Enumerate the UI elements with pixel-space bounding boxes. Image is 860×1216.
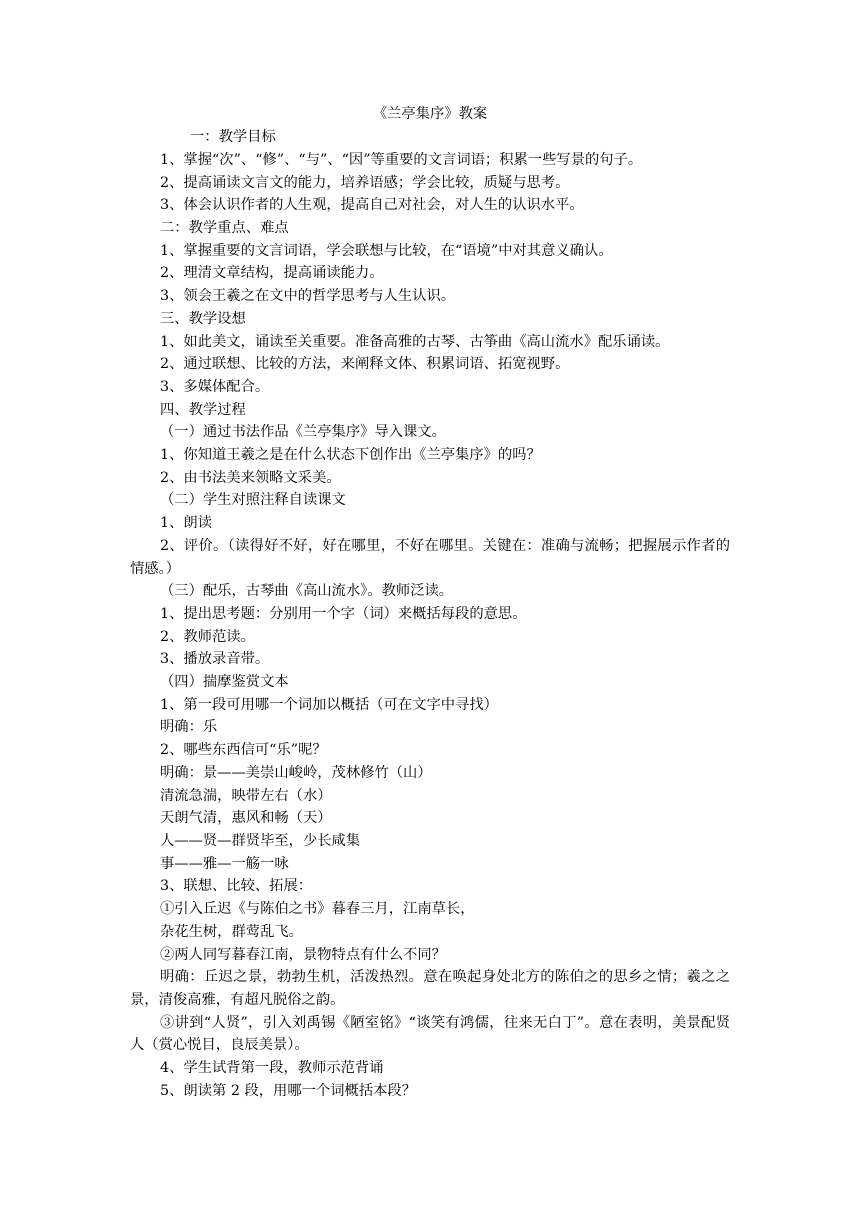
- text-line: 清流急湍，映带左右（水）: [160, 787, 332, 804]
- text-line: 杂花生树，群莺乱飞。: [160, 923, 303, 940]
- text-line: （二）学生对照注释自读课文: [160, 492, 346, 509]
- text-line: （四）揣摩鉴赏文本: [160, 674, 289, 691]
- text-line: 1、第一段可用哪一个词加以概括（可在文字中寻找）: [160, 696, 498, 713]
- text-line: 2、评价。（读得好不好，好在哪里，不好在哪里。关键在：准确与流畅；把握展示作者的情感。）: [130, 537, 730, 577]
- text-line: 3、播放录音带。: [160, 651, 270, 668]
- text-line: （一）通过书法作品《兰亭集序》导入课文。: [160, 424, 446, 441]
- text-line: 天朗气清，惠风和畅（天）: [160, 810, 332, 827]
- text-line: ①引入丘迟《与陈伯之书》暮春三月，江南草长，: [160, 901, 475, 918]
- text-line: 1、如此美文，诵读至关重要。准备高雅的古琴、古筝曲《高山流水》配乐诵读。: [160, 333, 670, 350]
- document-lines: [130, 126, 730, 1102]
- text-line: 5、朗读第 2 段，用哪一个词概括本段？: [160, 1082, 417, 1099]
- text-line: 1、提出思考题：分别用一个字（词）来概括每段的意思。: [160, 605, 527, 622]
- text-line: 3、体会认识作者的人生观，提高自己对社会，对人生的认识水平。: [160, 197, 584, 214]
- text-line: 1、掌握重要的文言词语，学会联想与比较，在“语境”中对其意义确认。: [160, 242, 613, 259]
- text-line: 明确：丘迟之景，勃勃生机，活泼热烈。意在唤起身处北方的陈伯之的思乡之情；羲之之景，清俊高雅，有超凡脱俗之韵。: [130, 969, 730, 1008]
- text-line: 明确：景——美崇山峻岭，茂林修竹（山）: [160, 764, 432, 781]
- text-line: 人——贤—群贤毕至，少长咸集: [160, 833, 361, 849]
- text-line: （三）配乐，古琴曲《高山流水》。教师泛读。: [160, 583, 454, 600]
- text-line: 2、提高诵读文言文的能力，培养语感；学会比较，质疑与思考。: [160, 174, 570, 191]
- text-line: 一：教学目标: [190, 129, 276, 146]
- text-line: 3、领会王羲之在文中的哲学思考与人生认识。: [160, 288, 456, 305]
- text-line: 4、学生试背第一段，教师示范背诵: [160, 1060, 384, 1077]
- text-line: 2、由书法美来领略文采美。: [160, 469, 341, 486]
- text-line: 二：教学重点、难点: [160, 220, 289, 237]
- text-line: 3、多媒体配合。: [160, 378, 270, 395]
- text-line: 四、教学过程: [160, 401, 246, 418]
- text-line: 事——雅—一觞一咏: [160, 855, 289, 872]
- document-body: [130, 103, 730, 1102]
- text-line: 2、教师范读。: [160, 628, 255, 645]
- text-line: 1、你知道王羲之是在什么状态下创作出《兰亭集序》的吗？: [160, 447, 541, 464]
- text-line: 三、教学设想: [160, 310, 246, 327]
- document-title: 《兰亭集序》教案: [372, 106, 488, 122]
- text-line: 1、掌握“次”、“修”、“与”、“因”等重要的文言词语；积累一些写景的句子。: [160, 151, 643, 168]
- text-line: 2、通过联想、比较的方法，来阐释文体、积累词语、拓宽视野。: [160, 356, 570, 373]
- text-line: 2、理清文章结构，提高诵读能力。: [160, 265, 384, 282]
- text-line: 3、联想、比较、拓展：: [160, 878, 313, 895]
- text-line: 2、哪些东西信可“乐”呢？: [160, 742, 327, 759]
- text-line: ③讲到“人贤”，引入刘禹锡《陋室铭》“谈笑有鸿儒，往来无白丁”。意在表明，美景配贤人（赏心悦目，良辰美景）。: [130, 1014, 730, 1054]
- text-line: 明确：乐: [160, 719, 218, 736]
- text-line: ②两人同写暮春江南，景物特点有什么不同？: [160, 946, 446, 963]
- text-line: 1、朗读: [160, 515, 212, 532]
